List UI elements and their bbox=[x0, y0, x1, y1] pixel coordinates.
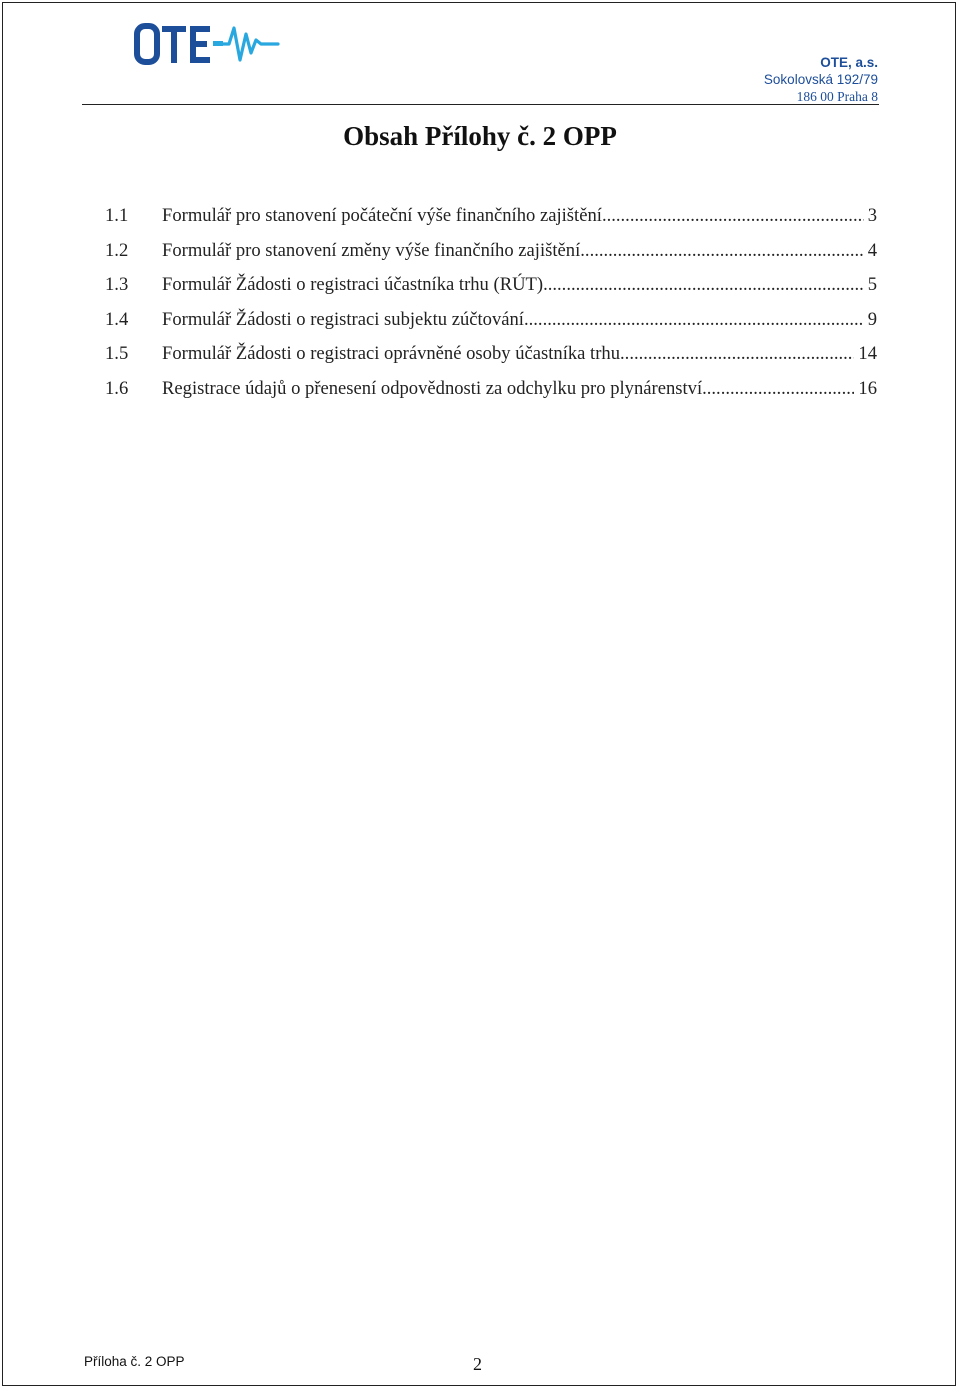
toc-entry-page: 14 bbox=[858, 343, 877, 365]
company-address bbox=[764, 54, 878, 105]
footer-page-number: 2 bbox=[473, 1354, 482, 1374]
toc-entry-title: Formulář pro stanovení změny výše finančního zajištění bbox=[162, 239, 581, 261]
toc-dot-leader bbox=[580, 240, 863, 262]
toc-entry-page: 16 bbox=[858, 377, 877, 399]
company-city: 186 00 Praha 8 bbox=[796, 89, 878, 104]
toc-entry[interactable] bbox=[105, 205, 877, 240]
company-name: OTE, a.s. bbox=[820, 55, 878, 70]
ote-logo bbox=[134, 20, 280, 68]
toc-entry-title: Formulář Žádosti o registraci účastníka trhu (RÚT) bbox=[162, 274, 544, 296]
toc-dot-leader bbox=[620, 343, 854, 365]
toc-entry[interactable] bbox=[105, 274, 877, 309]
page-title: Obsah Přílohy č. 2 OPP bbox=[343, 121, 617, 151]
toc-entry-title: Registrace údajů o přenesení odpovědnosti za odchylku pro plynárenství bbox=[162, 377, 703, 399]
toc-entry-number: 1.2 bbox=[105, 239, 129, 261]
toc-entry-number: 1.5 bbox=[105, 343, 129, 365]
toc-entry-number: 1.3 bbox=[105, 274, 129, 296]
toc-entry-number: 1.1 bbox=[105, 205, 129, 226]
toc-entry[interactable] bbox=[105, 240, 877, 275]
toc-dot-leader bbox=[524, 309, 864, 331]
toc-dot-leader bbox=[602, 205, 864, 227]
toc-entry-page: 4 bbox=[867, 239, 877, 261]
footer-document-label: Příloha č. 2 OPP bbox=[84, 1354, 185, 1369]
toc-dot-leader bbox=[702, 378, 854, 400]
toc-entry[interactable] bbox=[105, 343, 877, 378]
toc-entry[interactable] bbox=[105, 378, 877, 413]
toc-entry-number: 1.6 bbox=[105, 377, 129, 399]
toc-entry-page: 9 bbox=[867, 308, 877, 330]
header-divider bbox=[82, 104, 879, 105]
toc-entry-title: Formulář Žádosti o registraci oprávněné osoby účastníka trhu bbox=[162, 343, 621, 365]
table-of-contents bbox=[105, 205, 877, 413]
company-street: Sokolovská 192/79 bbox=[763, 72, 878, 87]
toc-entry-title: Formulář Žádosti o registraci subjektu zúčtování bbox=[162, 308, 524, 330]
toc-entry-page: 3 bbox=[867, 205, 877, 226]
toc-entry-number: 1.4 bbox=[105, 308, 129, 330]
toc-entry-title: Formulář pro stanovení počáteční výše finančního zajištění bbox=[162, 205, 602, 226]
toc-entry-page: 5 bbox=[867, 274, 877, 296]
toc-dot-leader bbox=[543, 274, 864, 296]
toc-entry[interactable] bbox=[105, 309, 877, 344]
